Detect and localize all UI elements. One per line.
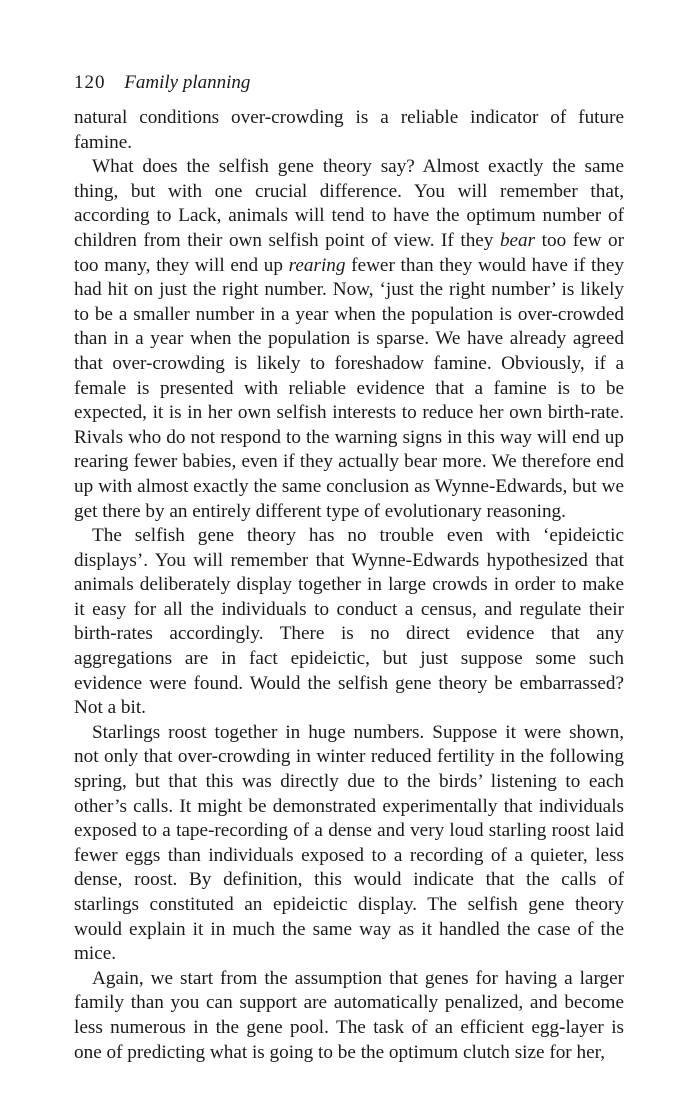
text-run: fewer than they would have if they had hit on just the right number. Now, ‘just the right number’ is likely to be a smaller number in a year when the population is over-crowded than in a year when the population is sparse. We have already agreed that over-crowding is likely to foreshadow famine. Obviously, if a female is presented with reliable evidence that a famine is to be expected, it is in her own selfish interests to reduce her own birth-rate. Rivals who do not respond to the warning signs in this way will end up rearing fewer babies, even if they actually bear more. We therefore end up with almost exactly the same conclusion as Wynne-Edwards, but we get there by an entirely different type of evolutionary reasoning. [74,254,624,522]
page-number: 120 [74,72,106,93]
running-head [74,70,624,96]
text-run: The selfish gene theory has no trouble even with ‘epideictic displays’. You will remember that Wynne-Edwards hypothesized that animals deliberately display together in large crowds in order to make it easy for all the individuals to conduct a census, and regulate their birth-rates accordingly. There is no direct evidence that any aggregations are in fact epideictic, but just suppose some such evidence were found. Would the selfish gene theory be embarrassed? Not a bit. [74,525,624,719]
text-run: Starlings roost together in huge numbers. Suppose it were shown, not only that over-crowding in winter reduced fertility in the following spring, but that this was directly due to the birds’ listening to each other’s calls. It might be demonstrated experimentally that individuals exposed to a tape-recording of a dense and very loud starling roost laid fewer eggs than individuals exposed to a recording of a quieter, less dense, roost. By definition, this would indicate that the calls of starlings constituted an epideictic display. The selfish gene theory would explain it in much the same way as it handled the case of the mice. [74,721,624,965]
text-run: What does the selfish gene theory say? Almost exactly the same thing, but with one crucial difference. You will remember that, according to Lack, animals will tend to have the optimum number of children from their own selfish point of view. If they [74,156,624,251]
italic-text: rearing [288,254,346,276]
text-run: too few or too many, they will end up [74,229,624,276]
paragraph [74,721,624,967]
italic-text: bear [499,229,536,251]
text-run: Again, we start from the assumption that genes for having a larger family than you can support are automatically penalized, and become less numerous in the gene pool. The task of an efficient egg-layer is one of predicting what is going to be the optimum clutch size for her, [74,967,624,1063]
text-run: natural conditions over-crowding is a reliable indicator of future famine. [74,107,624,153]
chapter-title: Family planning [124,72,251,93]
paragraph [74,967,624,1065]
book-page [74,70,624,1065]
body-text [74,106,624,1065]
paragraph [74,106,624,155]
paragraph [74,155,624,524]
paragraph [74,524,624,721]
